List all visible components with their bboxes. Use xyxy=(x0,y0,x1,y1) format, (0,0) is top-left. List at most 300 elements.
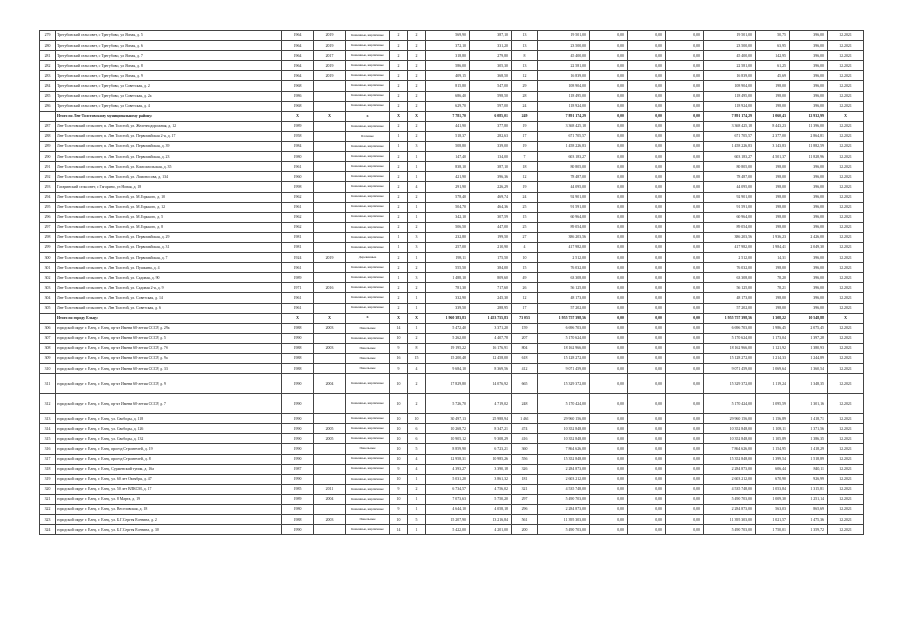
cell-year-renovated xyxy=(314,354,346,364)
cell-number: 289 xyxy=(40,142,56,152)
cell-cost-local: 0,00 xyxy=(666,525,704,535)
cell-living-area: 331,20 xyxy=(470,41,512,51)
cell-cost-local: 0,00 xyxy=(666,354,704,364)
table-row xyxy=(40,414,864,424)
cell-wall-material: Каменные, кирпичные xyxy=(346,333,390,343)
cell-cost-owners: 44 095,00 xyxy=(704,182,756,192)
cell-year-renovated xyxy=(314,464,346,474)
cell-cost-owners: 11 395 303,00 xyxy=(704,515,756,525)
cell-cost-per-m2: 1 009,30 xyxy=(756,494,790,504)
cell-completion-date: 12.2021 xyxy=(828,253,864,263)
cell-cost-owners: 386 203,56 xyxy=(704,232,756,242)
cell-year-built: 1990 xyxy=(282,474,314,484)
cell-year-renovated: 2016 xyxy=(314,283,346,293)
cell-number: 311 xyxy=(40,374,56,394)
cell-year-built: 1958 xyxy=(282,131,314,141)
table-row xyxy=(40,364,864,374)
cell-address: городской округ г. Елец, г. Елец, ул. Веселовская, д. 18 xyxy=(56,505,282,515)
cell-total-area: 318,80 xyxy=(426,51,470,61)
cell-cost-total: 9 071 459,00 xyxy=(538,364,590,374)
cell-cost-local: 0,00 xyxy=(666,323,704,333)
cell-completion-date: X xyxy=(828,313,864,323)
cell-living-area: 447,00 xyxy=(470,222,512,232)
cell-cost-regional: 0,00 xyxy=(628,182,666,192)
table-row xyxy=(40,464,864,474)
cell-cost-total: 11 395 303,00 xyxy=(538,515,590,525)
cell-entrances: 1 xyxy=(408,505,426,515)
table-row xyxy=(40,31,864,41)
table-row xyxy=(40,242,864,252)
table-row xyxy=(40,202,864,212)
cell-cost-regional: 0,00 xyxy=(628,41,666,51)
cell-cost-limit: 1 475,36 xyxy=(790,515,828,525)
table-row xyxy=(40,263,864,273)
cell-cost-limit: 1 397,28 xyxy=(790,333,828,343)
cell-year-renovated xyxy=(314,303,346,313)
cell-cost-owners: 57 202,00 xyxy=(704,303,756,313)
cell-address: городской округ г. Елец, г. Елец, ул. Свободы, д. 118 xyxy=(56,414,282,424)
table-row xyxy=(40,222,864,232)
cell-cost-federal: 0,00 xyxy=(590,303,628,313)
cell-residents: 10 xyxy=(512,253,538,263)
cell-residents: 17 xyxy=(512,303,538,313)
cell-number: 313 xyxy=(40,414,56,424)
cell-entrances: 2 xyxy=(408,394,426,414)
cell-floors: 10 xyxy=(390,414,408,424)
cell-cost-federal: 0,00 xyxy=(590,474,628,484)
cell-entrances: 5 xyxy=(408,444,426,454)
cell-cost-federal: 0,00 xyxy=(590,232,628,242)
cell-cost-federal: 0,00 xyxy=(590,414,628,424)
cell-cost-local: 0,00 xyxy=(666,253,704,263)
cell-address: Итого по Лев-Толстовскому муниципальному району: xyxy=(56,111,282,121)
cell-cost-local: 0,00 xyxy=(666,494,704,504)
cell-completion-date: 12.2021 xyxy=(828,394,864,414)
cell-address: городской округ г. Елец, г. Елец, ул. 60 лет Октября, д. 47 xyxy=(56,474,282,484)
cell-cost-regional: 0,00 xyxy=(628,172,666,182)
cell-cost-limit: 1 518,89 xyxy=(790,454,828,464)
cell-address: городской округ г. Елец, г. Елец, ул. Б.Г.Сергея Есенина, д. 30 xyxy=(56,525,282,535)
cell-cost-federal: 0,00 xyxy=(590,323,628,333)
cell-living-area: 387,10 xyxy=(470,162,512,172)
cell-cost-local: 0,00 xyxy=(666,91,704,101)
cell-cost-owners: 45 400,00 xyxy=(704,51,756,61)
cell-floors: 10 xyxy=(390,333,408,343)
cell-cost-federal: 0,00 xyxy=(590,91,628,101)
cell-residents: 19 xyxy=(512,121,538,131)
table-row xyxy=(40,293,864,303)
cell-year-renovated xyxy=(314,232,346,242)
cell-completion-date: 12.2021 xyxy=(828,51,864,61)
cell-cost-owners: 5 490 703,00 xyxy=(704,525,756,535)
cell-address: Лев-Толстовский сельсовет, п. Лев Толстой, ул. Садовая, д. 90 xyxy=(56,273,282,283)
cell-cost-owners: 15 128 272,00 xyxy=(704,354,756,364)
cell-living-area: 226,29 xyxy=(470,182,512,192)
cell-living-area: 809,60 xyxy=(470,273,512,283)
cell-cost-total: 10 352 848,00 xyxy=(538,424,590,434)
cell-cost-regional: 0,00 xyxy=(628,364,666,374)
cell-cost-per-m2: 198,00 xyxy=(756,192,790,202)
cell-entrances: X xyxy=(408,111,426,121)
cell-year-built: X xyxy=(282,111,314,121)
cell-cost-local: 0,00 xyxy=(666,222,704,232)
cell-year-built: 1990 xyxy=(282,374,314,394)
cell-floors: 2 xyxy=(390,182,408,192)
cell-residents: 249 xyxy=(512,111,538,121)
cell-residents: 18 xyxy=(512,162,538,172)
cell-total-area: 5 031,20 xyxy=(426,474,470,484)
cell-cost-owners: 10 352 848,00 xyxy=(704,424,756,434)
cell-year-renovated xyxy=(314,273,346,283)
cell-cost-owners: 7 864 626,00 xyxy=(704,444,756,454)
cell-number: 295 xyxy=(40,202,56,212)
cell-living-area: 210,90 xyxy=(470,242,512,252)
cell-entrances: 2 xyxy=(408,374,426,394)
cell-cost-owners: 108 904,00 xyxy=(704,81,756,91)
cell-wall-material: Каменные, кирпичные xyxy=(346,474,390,484)
cell-cost-federal: 0,00 xyxy=(590,51,628,61)
cell-address: городской округ г. Елец, г. Елец, ул. 8 Марта, д. 19 xyxy=(56,494,282,504)
cell-entrances: 2 xyxy=(408,101,426,111)
cell-year-built: 1990 xyxy=(282,444,314,454)
cell-completion-date: 12.2021 xyxy=(828,414,864,424)
cell-residents: 15 xyxy=(512,263,538,273)
cell-cost-per-m2: 8 443,23 xyxy=(756,121,790,131)
cell-total-area: 441,90 xyxy=(426,121,470,131)
cell-living-area: 3 390,18 xyxy=(470,464,512,474)
cell-wall-material: Каменные, кирпичные xyxy=(346,484,390,494)
cell-year-built: X xyxy=(282,313,314,323)
cell-living-area: 9 308,29 xyxy=(470,434,512,444)
table-row xyxy=(40,484,864,494)
cell-total-area: 409,15 xyxy=(426,71,470,81)
cell-living-area: 4 201,00 xyxy=(470,525,512,535)
cell-cost-per-m2: 1 750,01 xyxy=(756,525,790,535)
table-row xyxy=(40,192,864,202)
cell-cost-regional: 0,00 xyxy=(628,121,666,131)
cell-cost-local: 0,00 xyxy=(666,212,704,222)
cell-cost-per-m2: 1 119,24 xyxy=(756,374,790,394)
cell-address: Лев-Толстовский сельсовет, п. Лев Толстой, ул. М.Горького, д. 10 xyxy=(56,192,282,202)
cell-cost-limit: 1 371,56 xyxy=(790,424,828,434)
cell-cost-local: 0,00 xyxy=(666,152,704,162)
cell-year-built: 1986 xyxy=(282,91,314,101)
cell-entrances: 2 xyxy=(408,222,426,232)
housing-register-table xyxy=(39,30,864,535)
cell-cost-owners: 10 352 848,00 xyxy=(704,434,756,444)
cell-total-area: 332,90 xyxy=(426,293,470,303)
cell-cost-limit: 396,00 xyxy=(790,263,828,273)
cell-cost-federal: 0,00 xyxy=(590,484,628,494)
table-row xyxy=(40,152,864,162)
cell-cost-federal: 0,00 xyxy=(590,424,628,434)
cell-cost-total: 15 352 848,00 xyxy=(538,454,590,464)
cell-address: городской округ г. Елец, г. Елец, ул. Свободы, д. 132 xyxy=(56,434,282,444)
cell-wall-material: Панельные xyxy=(346,444,390,454)
cell-year-renovated xyxy=(314,394,346,414)
table-row xyxy=(40,374,864,394)
cell-cost-owners: 3 368 425,18 xyxy=(704,121,756,131)
cell-cost-federal: 0,00 xyxy=(590,242,628,252)
cell-cost-local: 0,00 xyxy=(666,293,704,303)
cell-year-renovated: 2005 xyxy=(314,424,346,434)
cell-wall-material: Каменные, кирпичные xyxy=(346,263,390,273)
cell-address: Лев-Толстовский сельсовет, п. Лев Толстой, ул. Садовая 2-я, д. 9 xyxy=(56,283,282,293)
cell-cost-local: 0,00 xyxy=(666,464,704,474)
table-row xyxy=(40,101,864,111)
cell-cost-total: 56 125,00 xyxy=(538,283,590,293)
cell-floors: 2 xyxy=(390,172,408,182)
cell-year-renovated xyxy=(314,91,346,101)
table-row xyxy=(40,81,864,91)
cell-number: 281 xyxy=(40,51,56,61)
cell-total-area: 504,70 xyxy=(426,202,470,212)
cell-completion-date: 12.2021 xyxy=(828,31,864,41)
cell-cost-local: 0,00 xyxy=(666,202,704,212)
cell-total-area: 372,10 xyxy=(426,41,470,51)
cell-address: городской округ г. Елец, г. Елец, пр-кт Имени 60-летия СССР, д. 7 xyxy=(56,394,282,414)
cell-cost-federal: 0,00 xyxy=(590,101,628,111)
cell-total-area: 10 268,72 xyxy=(426,424,470,434)
cell-living-area: 10 985,26 xyxy=(470,454,512,464)
cell-year-built: 1964 xyxy=(282,31,314,41)
cell-cost-local: 0,00 xyxy=(666,121,704,131)
cell-cost-limit: 1 244,89 xyxy=(790,354,828,364)
cell-cost-regional: 0,00 xyxy=(628,303,666,313)
cell-residents: 665 xyxy=(512,374,538,394)
cell-completion-date: 12.2021 xyxy=(828,41,864,51)
cell-completion-date: 12.2021 xyxy=(828,515,864,525)
cell-year-renovated xyxy=(314,142,346,152)
cell-wall-material: Каменные, кирпичные xyxy=(346,142,390,152)
cell-cost-per-m2: 61,25 xyxy=(756,61,790,71)
cell-cost-per-m2: 1 053,84 xyxy=(756,484,790,494)
cell-cost-owners: 89 054,00 xyxy=(704,222,756,232)
cell-cost-regional: 0,00 xyxy=(628,464,666,474)
cell-cost-total: 108 904,00 xyxy=(538,81,590,91)
cell-wall-material: Панельные xyxy=(346,354,390,364)
cell-cost-local: 0,00 xyxy=(666,182,704,192)
cell-floors: 10 xyxy=(390,424,408,434)
cell-address: Лев-Толстовский сельсовет, п. Лев Толстой, ул. Железнодорожная, д. 12 xyxy=(56,121,282,131)
cell-number: 300 xyxy=(40,253,56,263)
cell-cost-total: 2 603 212,00 xyxy=(538,474,590,484)
cell-cost-federal: 0,00 xyxy=(590,162,628,172)
cell-number: 310 xyxy=(40,364,56,374)
cell-completion-date: 12.2021 xyxy=(828,484,864,494)
cell-cost-owners: 91 591,00 xyxy=(704,202,756,212)
cell-year-renovated: 2017 xyxy=(314,51,346,61)
cell-cost-federal: 0,00 xyxy=(590,505,628,515)
cell-cost-owners: 2 603 212,00 xyxy=(704,474,756,484)
table-row xyxy=(40,212,864,222)
table-row xyxy=(40,253,864,263)
cell-year-renovated xyxy=(314,182,346,192)
cell-cost-per-m2: 45,69 xyxy=(756,71,790,81)
cell-cost-total: 417 982,00 xyxy=(538,242,590,252)
cell-cost-local: 0,00 xyxy=(666,454,704,464)
cell-year-renovated xyxy=(314,525,346,535)
cell-year-built: 1960 xyxy=(282,172,314,182)
cell-total-area: 339,50 xyxy=(426,303,470,313)
cell-cost-local: 0,00 xyxy=(666,172,704,182)
cell-cost-federal: 0,00 xyxy=(590,71,628,81)
cell-cost-total: 4 535 748,00 xyxy=(538,484,590,494)
cell-entrances: 1 xyxy=(408,474,426,484)
cell-total-area: 1 960 383,83 xyxy=(426,313,470,323)
cell-cost-federal: 0,00 xyxy=(590,172,628,182)
cell-total-area: 9 684,10 xyxy=(426,364,470,374)
cell-address: Трегубовский сельсовет, с Трегубово, ул Ясная, д. 7 xyxy=(56,51,282,61)
cell-cost-federal: 0,00 xyxy=(590,202,628,212)
cell-cost-total: 89 054,00 xyxy=(538,222,590,232)
cell-cost-regional: 0,00 xyxy=(628,81,666,91)
cell-total-area: 506,50 xyxy=(426,222,470,232)
cell-cost-local: 0,00 xyxy=(666,101,704,111)
cell-floors: 2 xyxy=(390,293,408,303)
cell-cost-owners: 417 982,00 xyxy=(704,242,756,252)
cell-number: 302 xyxy=(40,273,56,283)
cell-cost-total: 2 284 873,00 xyxy=(538,464,590,474)
cell-entrances: 2 xyxy=(408,192,426,202)
cell-completion-date: 12.2021 xyxy=(828,142,864,152)
cell-cost-total: 22 581,00 xyxy=(538,61,590,71)
cell-cost-owners: 5 490 703,00 xyxy=(704,494,756,504)
cell-cost-limit: 396,00 xyxy=(790,31,828,41)
cell-floors: 9 xyxy=(390,364,408,374)
cell-cost-owners: 29 960 156,00 xyxy=(704,414,756,424)
cell-cost-regional: 0,00 xyxy=(628,111,666,121)
cell-cost-federal: 0,00 xyxy=(590,283,628,293)
table-row xyxy=(40,91,864,101)
cell-year-built: 1989 xyxy=(282,121,314,131)
cell-completion-date: 12.2021 xyxy=(828,232,864,242)
cell-address: городской округ г. Елец, г. Елец, проезд Строителей, д. 8 xyxy=(56,454,282,464)
cell-year-built: 1980 xyxy=(282,152,314,162)
cell-cost-local: 0,00 xyxy=(666,505,704,515)
cell-entrances: 5 xyxy=(408,515,426,525)
cell-residents: 28 xyxy=(512,91,538,101)
cell-address: Лев-Толстовский сельсовет, п. Лев Толстой, ул. Первомайская, д. 31 xyxy=(56,242,282,252)
cell-cost-per-m2: 198,00 xyxy=(756,293,790,303)
cell-total-area: 586,00 xyxy=(426,61,470,71)
cell-cost-owners: 23 500,00 xyxy=(704,41,756,51)
cell-wall-material: Каменные, кирпичные xyxy=(346,424,390,434)
cell-cost-total: 80 805,00 xyxy=(538,162,590,172)
cell-floors: 2 xyxy=(390,101,408,111)
cell-address: Лев-Толстовский сельсовет, п. Лев Толстой, ул. Ломоносова, д. 134 xyxy=(56,172,282,182)
cell-year-built: 1988 xyxy=(282,515,314,525)
cell-cost-regional: 0,00 xyxy=(628,444,666,454)
cell-cost-total: 118 495,00 xyxy=(538,91,590,101)
cell-cost-per-m2: 14,31 xyxy=(756,253,790,263)
cell-floors: 2 xyxy=(390,121,408,131)
cell-living-area: 396,36 xyxy=(470,172,512,182)
cell-cost-total: 48 173,00 xyxy=(538,293,590,303)
cell-cost-local: 0,00 xyxy=(666,424,704,434)
cell-living-area: 8 369,56 xyxy=(470,364,512,374)
cell-residents: 360 xyxy=(512,444,538,454)
cell-cost-regional: 0,00 xyxy=(628,283,666,293)
cell-year-renovated xyxy=(314,152,346,162)
cell-wall-material: Каменные, кирпичные xyxy=(346,91,390,101)
cell-number: 305 xyxy=(40,303,56,313)
cell-year-built: 1964 xyxy=(282,51,314,61)
cell-total-area: 629,70 xyxy=(426,101,470,111)
cell-cost-owners: 18 162 966,00 xyxy=(704,343,756,353)
cell-number: 284 xyxy=(40,81,56,91)
cell-total-area: 8 859,90 xyxy=(426,444,470,454)
cell-floors: 2 xyxy=(390,91,408,101)
table-row xyxy=(40,162,864,172)
cell-total-area: 5 726,70 xyxy=(426,394,470,414)
cell-cost-regional: 0,00 xyxy=(628,434,666,444)
cell-cost-total: 10 352 848,00 xyxy=(538,434,590,444)
cell-cost-regional: 0,00 xyxy=(628,152,666,162)
cell-total-area: 4 393,27 xyxy=(426,464,470,474)
table-row xyxy=(40,515,864,525)
cell-wall-material: Каменные, кирпичные xyxy=(346,374,390,394)
cell-residents: 24 xyxy=(512,192,538,202)
cell-floors: 1 xyxy=(390,242,408,252)
cell-floors: 1 xyxy=(390,142,408,152)
table-row xyxy=(40,333,864,343)
cell-cost-total: 78 487,00 xyxy=(538,172,590,182)
cell-year-renovated xyxy=(314,121,346,131)
cell-year-renovated: 2019 xyxy=(314,31,346,41)
cell-cost-regional: 0,00 xyxy=(628,313,666,323)
cell-cost-regional: 0,00 xyxy=(628,31,666,41)
cell-wall-material: Каменные, кирпичные xyxy=(346,454,390,464)
table-row xyxy=(40,273,864,283)
cell-living-area: 717,60 xyxy=(470,283,512,293)
cell-year-renovated xyxy=(314,333,346,343)
cell-residents: 24 xyxy=(512,101,538,111)
cell-address: Трегубовский сельсовет, с Трегубово, ул Советская, д. 4 xyxy=(56,101,282,111)
cell-cost-regional: 0,00 xyxy=(628,354,666,364)
cell-cost-limit: 396,00 xyxy=(790,283,828,293)
cell-cost-owners: 118 495,00 xyxy=(704,91,756,101)
cell-cost-local: 0,00 xyxy=(666,374,704,394)
cell-cost-limit: 11 396,00 xyxy=(790,121,828,131)
cell-completion-date: 12.2021 xyxy=(828,505,864,515)
cell-completion-date: 12.2021 xyxy=(828,222,864,232)
cell-year-renovated xyxy=(314,444,346,454)
cell-address: городской округ г. Елец, г. Елец, ул. Свободы, д. 126 xyxy=(56,424,282,434)
cell-total-area: 5 262,00 xyxy=(426,333,470,343)
cell-cost-per-m2: 606,44 xyxy=(756,464,790,474)
cell-cost-total: 63 308,00 xyxy=(538,273,590,283)
cell-wall-material: Каменные, кирпичные xyxy=(346,81,390,91)
cell-cost-limit: 396,00 xyxy=(790,51,828,61)
cell-cost-total: 7 891 174,29 xyxy=(538,111,590,121)
cell-wall-material: Каменные, кирпичные xyxy=(346,414,390,424)
cell-completion-date: 12.2021 xyxy=(828,293,864,303)
cell-cost-limit: 1 418,29 xyxy=(790,444,828,454)
cell-living-area: 469,74 xyxy=(470,192,512,202)
cell-total-area: 198,11 xyxy=(426,253,470,263)
cell-cost-local: 0,00 xyxy=(666,343,704,353)
cell-wall-material: Каменные, кирпичные xyxy=(346,71,390,81)
cell-cost-owners: 63 308,00 xyxy=(704,273,756,283)
cell-cost-total: 3 368 425,18 xyxy=(538,121,590,131)
cell-floors: 10 xyxy=(390,494,408,504)
cell-total-area: 6 734,57 xyxy=(426,484,470,494)
cell-entrances: 1 xyxy=(408,494,426,504)
cell-cost-local: 0,00 xyxy=(666,162,704,172)
cell-wall-material: Каменные, кирпичные xyxy=(346,293,390,303)
cell-year-built: 1961 xyxy=(282,162,314,172)
